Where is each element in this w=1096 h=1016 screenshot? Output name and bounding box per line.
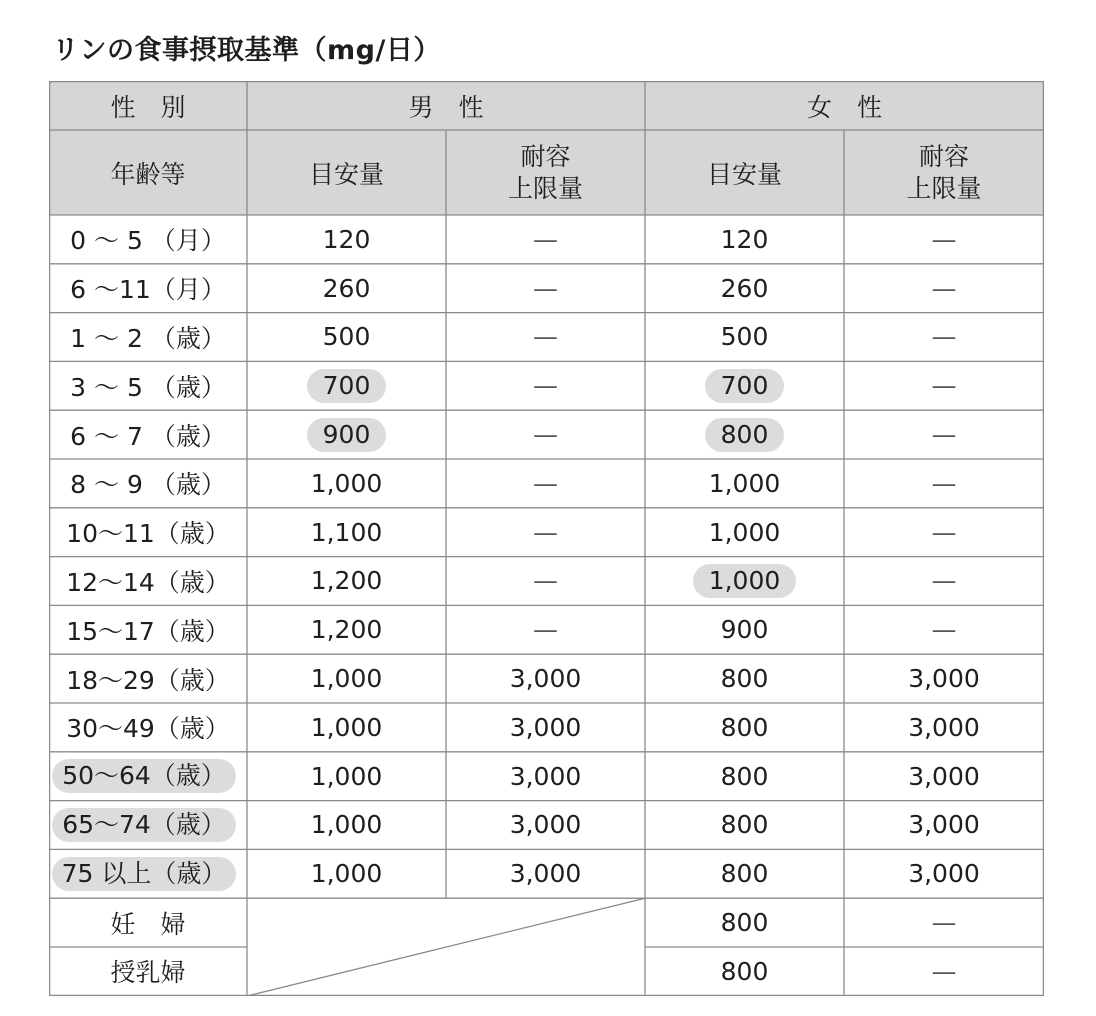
cell-value: 3,000 — [509, 859, 582, 889]
cell-value: 800 — [720, 956, 769, 986]
cell-value: 500 — [720, 322, 769, 352]
cell-female-adequate-intake — [645, 508, 844, 557]
cell-value: 1 〜 2 （歳） — [70, 323, 226, 353]
cell-value: — — [931, 371, 957, 401]
cell-male-adequate-intake — [247, 801, 446, 850]
cell-value: 260 — [322, 273, 371, 303]
cell-value: 1,000 — [693, 564, 797, 598]
cell-value: 3,000 — [908, 712, 980, 742]
cell-female-upper-limit — [844, 264, 1044, 313]
header-male: 男 性 — [247, 81, 645, 130]
cell-age — [49, 508, 247, 557]
cell-value: 18〜29（歳） — [66, 665, 230, 695]
cell-value: 800 — [720, 712, 769, 742]
cell-male-adequate-intake — [247, 410, 446, 459]
cell-male-upper-limit — [446, 605, 645, 654]
cell-female-adequate-intake — [645, 557, 844, 606]
cell-female-adequate-intake — [645, 801, 844, 850]
cell-value: 0 〜 5 （月） — [70, 226, 226, 256]
cell-value: — — [533, 468, 558, 498]
cell-age — [49, 849, 247, 898]
cell-male-upper-limit — [446, 361, 645, 410]
cell-value: — — [533, 224, 558, 254]
cell-male-adequate-intake — [247, 313, 446, 362]
cell-value: — — [931, 566, 957, 596]
cell-value: — — [931, 224, 957, 254]
cell-female-upper-limit — [844, 410, 1044, 459]
cell-value: 120 — [720, 224, 769, 254]
cell-age — [49, 215, 247, 264]
cell-value: 50〜64（歳） — [52, 759, 236, 793]
cell-age — [49, 703, 247, 752]
cell-value: 8 〜 9 （歳） — [70, 470, 226, 500]
header-female-adequate-intake: 目安量 — [645, 130, 844, 215]
cell-value: — — [931, 517, 957, 547]
cell-male-adequate-intake — [247, 752, 446, 801]
cell-female-adequate-intake — [645, 459, 844, 508]
cell-male-adequate-intake — [247, 849, 446, 898]
cell-male-upper-limit — [446, 410, 645, 459]
cell-female-adequate-intake — [645, 410, 844, 459]
cell-female-adequate-intake — [645, 752, 844, 801]
cell-female-adequate-intake — [645, 313, 844, 362]
cell-value: 12〜14（歳） — [66, 567, 230, 597]
cell-male-upper-limit — [446, 459, 645, 508]
cell-value: — — [931, 420, 957, 450]
cell-male-adequate-intake — [247, 508, 446, 557]
cell-male-adequate-intake — [247, 215, 446, 264]
cell-age — [49, 459, 247, 508]
cell-value: 妊 婦 — [110, 909, 186, 939]
cell-female-upper-limit — [844, 215, 1044, 264]
cell-age — [49, 605, 247, 654]
cell-female-upper-limit — [844, 898, 1044, 947]
cell-female-upper-limit — [844, 703, 1044, 752]
cell-value: 1,000 — [708, 468, 781, 498]
cell-male-upper-limit — [446, 508, 645, 557]
cell-female-adequate-intake — [645, 264, 844, 313]
cell-value: 6 〜11（月） — [70, 275, 226, 305]
cell-value: 授乳婦 — [110, 958, 186, 988]
header-sex: 性 別 — [49, 81, 247, 130]
cell-age — [49, 313, 247, 362]
cell-value: 6 〜 7 （歳） — [70, 421, 226, 451]
cell-value: 900 — [720, 615, 769, 645]
cell-value: 800 — [720, 859, 769, 889]
cell-male-upper-limit — [446, 801, 645, 850]
cell-female-upper-limit — [844, 459, 1044, 508]
cell-value: 800 — [720, 664, 769, 694]
header-female-upper-limit — [844, 130, 1044, 215]
cell-value: — — [533, 566, 558, 596]
cell-value: 500 — [322, 322, 371, 352]
cell-value: 700 — [307, 369, 387, 403]
cell-age — [49, 557, 247, 606]
cell-age — [49, 752, 247, 801]
header-male-adequate-intake: 目安量 — [247, 130, 446, 215]
cell-value: — — [931, 615, 957, 645]
cell-value: 1,000 — [310, 810, 383, 840]
cell-female-upper-limit — [844, 654, 1044, 703]
cell-value: 75 以上（歳） — [52, 857, 237, 891]
cell-male-adequate-intake — [247, 605, 446, 654]
cell-value: — — [533, 517, 558, 547]
cell-special-label — [49, 947, 247, 996]
cell-male-adequate-intake — [247, 654, 446, 703]
cell-male-upper-limit — [446, 215, 645, 264]
cell-value: 900 — [307, 418, 387, 452]
cell-value: — — [533, 371, 558, 401]
cell-value: 800 — [705, 418, 785, 452]
cell-female-adequate-intake — [645, 654, 844, 703]
cell-value: 1,000 — [310, 859, 383, 889]
cell-value: 15〜17（歳） — [66, 616, 230, 646]
cell-value: 800 — [720, 908, 769, 938]
cell-value: — — [533, 615, 558, 645]
cell-male-upper-limit — [446, 264, 645, 313]
cell-value: — — [533, 420, 558, 450]
cell-value: 30〜49（歳） — [66, 714, 230, 744]
cell-value: 120 — [322, 224, 371, 254]
cell-female-upper-limit — [844, 752, 1044, 801]
cell-value: 1,000 — [310, 761, 383, 791]
cell-male-upper-limit — [446, 752, 645, 801]
page-title: リンの食事摂取基準（mg/日） — [52, 35, 441, 66]
cell-male-adequate-intake — [247, 459, 446, 508]
cell-male-upper-limit — [446, 654, 645, 703]
cell-value: 3,000 — [509, 712, 582, 742]
cell-male-upper-limit — [446, 557, 645, 606]
cell-value: — — [931, 908, 957, 938]
cell-female-upper-limit — [844, 947, 1044, 996]
header-male-upper-limit — [446, 130, 645, 215]
header-female-upper-limit-line1: 耐容 — [918, 141, 969, 171]
cell-female-adequate-intake — [645, 361, 844, 410]
cell-male-upper-limit — [446, 703, 645, 752]
cell-female-upper-limit — [844, 605, 1044, 654]
cell-male-adequate-intake — [247, 361, 446, 410]
cell-value: — — [533, 322, 558, 352]
header-age: 年齢等 — [49, 130, 247, 215]
cell-male-adequate-intake — [247, 264, 446, 313]
cell-value: 3 〜 5 （歳） — [70, 372, 226, 402]
cell-female-upper-limit — [844, 849, 1044, 898]
cell-value: 3,000 — [509, 810, 582, 840]
header-male-upper-limit-line1: 耐容 — [520, 141, 571, 171]
cell-value: 1,100 — [310, 517, 383, 547]
cell-value: 10〜11（歳） — [66, 519, 230, 549]
cell-value: 800 — [720, 761, 769, 791]
cell-female-adequate-intake — [645, 703, 844, 752]
cell-age — [49, 654, 247, 703]
cell-age — [49, 410, 247, 459]
cell-value: 1,000 — [708, 517, 781, 547]
header-female: 女 性 — [645, 81, 1044, 130]
cell-age — [49, 361, 247, 410]
cell-value: 1,000 — [310, 468, 383, 498]
cell-male-adequate-intake — [247, 703, 446, 752]
cell-value: — — [931, 273, 957, 303]
cell-female-upper-limit — [844, 361, 1044, 410]
cell-male-upper-limit — [446, 313, 645, 362]
cell-male-adequate-intake — [247, 557, 446, 606]
phosphorus-intake-table — [49, 81, 1044, 996]
cell-female-adequate-intake — [645, 605, 844, 654]
cell-male-upper-limit — [446, 849, 645, 898]
cell-female-upper-limit — [844, 508, 1044, 557]
cell-female-adequate-intake — [645, 849, 844, 898]
cell-female-upper-limit — [844, 801, 1044, 850]
cell-value: 800 — [720, 810, 769, 840]
header-male-upper-limit-line2: 上限量 — [507, 173, 583, 203]
cell-female-adequate-intake — [645, 947, 844, 996]
cell-age — [49, 264, 247, 313]
cell-value: — — [533, 273, 558, 303]
cell-value: 1,000 — [310, 664, 383, 694]
cell-female-adequate-intake — [645, 215, 844, 264]
cell-value: — — [931, 468, 957, 498]
cell-value: 3,000 — [908, 859, 980, 889]
cell-value: 65〜74（歳） — [52, 808, 236, 842]
cell-value: 1,200 — [310, 615, 383, 645]
cell-value: 3,000 — [509, 664, 582, 694]
cell-age — [49, 801, 247, 850]
cell-value: — — [931, 322, 957, 352]
header-female-upper-limit-line2: 上限量 — [906, 173, 982, 203]
cell-value: 1,200 — [310, 566, 383, 596]
cell-female-adequate-intake — [645, 898, 844, 947]
cell-value: — — [931, 956, 957, 986]
cell-value: 700 — [705, 369, 785, 403]
cell-value: 3,000 — [908, 664, 980, 694]
cell-value: 3,000 — [908, 810, 980, 840]
cell-value: 3,000 — [509, 761, 582, 791]
cell-value: 1,000 — [310, 712, 383, 742]
cell-female-upper-limit — [844, 557, 1044, 606]
cell-female-upper-limit — [844, 313, 1044, 362]
cell-value: 260 — [720, 273, 769, 303]
cell-special-label — [49, 898, 247, 947]
cell-value: 3,000 — [908, 761, 980, 791]
